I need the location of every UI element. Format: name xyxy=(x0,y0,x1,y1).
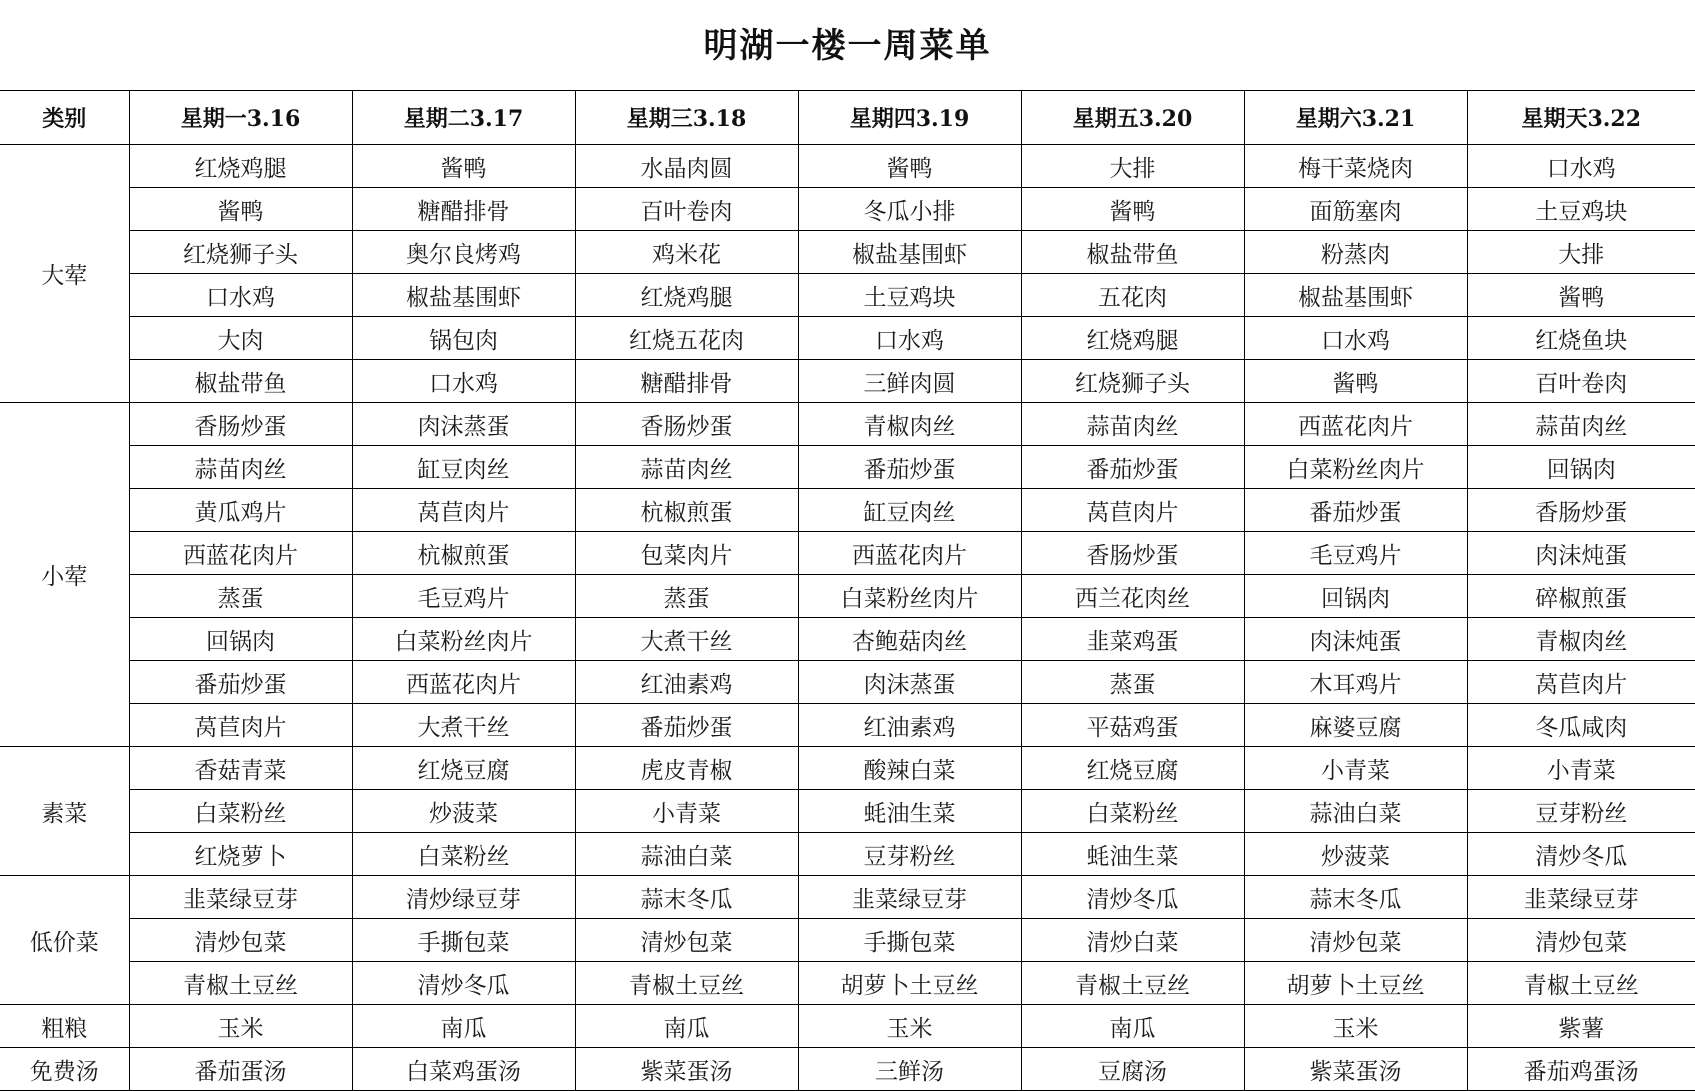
dish-cell: 紫菜蛋汤 xyxy=(575,1048,798,1091)
dish-cell: 白菜粉丝肉片 xyxy=(1244,446,1467,489)
dish-cell: 南瓜 xyxy=(575,1005,798,1048)
dish-cell: 杭椒煎蛋 xyxy=(575,489,798,532)
menu-body xyxy=(0,145,1695,1091)
dish-cell: 百叶卷肉 xyxy=(575,188,798,231)
dish-cell: 红油素鸡 xyxy=(798,704,1021,747)
dish-cell: 南瓜 xyxy=(352,1005,575,1048)
table-row xyxy=(0,188,1695,231)
dish-cell: 蒜苗肉丝 xyxy=(129,446,352,489)
dish-cell: 回锅肉 xyxy=(129,618,352,661)
dish-cell: 蒜末冬瓜 xyxy=(1244,876,1467,919)
dish-cell: 莴苣肉片 xyxy=(1021,489,1244,532)
dish-cell: 大煮干丝 xyxy=(575,618,798,661)
table-row xyxy=(0,1048,1695,1091)
dish-cell: 酱鸭 xyxy=(129,188,352,231)
dish-cell: 口水鸡 xyxy=(352,360,575,403)
dish-cell: 蚝油生菜 xyxy=(1021,833,1244,876)
dish-cell: 白菜粉丝肉片 xyxy=(352,618,575,661)
dish-cell: 清炒包菜 xyxy=(1467,919,1695,962)
dish-cell: 胡萝卜土豆丝 xyxy=(798,962,1021,1005)
table-row xyxy=(0,704,1695,747)
dish-cell: 肉沫炖蛋 xyxy=(1244,618,1467,661)
category-cell: 免费汤 xyxy=(0,1048,129,1091)
dish-cell: 清炒冬瓜 xyxy=(352,962,575,1005)
dish-cell: 椒盐带鱼 xyxy=(129,360,352,403)
dish-cell: 大煮干丝 xyxy=(352,704,575,747)
dish-cell: 冬瓜咸肉 xyxy=(1467,704,1695,747)
dish-cell: 西蓝花肉片 xyxy=(352,661,575,704)
dish-cell: 三鲜肉圆 xyxy=(798,360,1021,403)
dish-cell: 手撕包菜 xyxy=(352,919,575,962)
dish-cell: 红烧鸡腿 xyxy=(1021,317,1244,360)
dish-cell: 杏鲍菇肉丝 xyxy=(798,618,1021,661)
header-row xyxy=(0,91,1695,145)
dish-cell: 番茄炒蛋 xyxy=(1244,489,1467,532)
category-cell: 素菜 xyxy=(0,747,129,876)
dish-cell: 白菜粉丝肉片 xyxy=(798,575,1021,618)
dish-cell: 西蓝花肉片 xyxy=(129,532,352,575)
dish-cell: 清炒冬瓜 xyxy=(1467,833,1695,876)
dish-cell: 麻婆豆腐 xyxy=(1244,704,1467,747)
table-row xyxy=(0,274,1695,317)
dish-cell: 蚝油生菜 xyxy=(798,790,1021,833)
category-cell: 粗粮 xyxy=(0,1005,129,1048)
dish-cell: 百叶卷肉 xyxy=(1467,360,1695,403)
dish-cell: 紫菜蛋汤 xyxy=(1244,1048,1467,1091)
dish-cell: 冬瓜小排 xyxy=(798,188,1021,231)
dish-cell: 豆腐汤 xyxy=(1021,1048,1244,1091)
dish-cell: 肉沫蒸蛋 xyxy=(352,403,575,446)
dish-cell: 黄瓜鸡片 xyxy=(129,489,352,532)
dish-cell: 炒菠菜 xyxy=(1244,833,1467,876)
dish-cell: 玉米 xyxy=(798,1005,1021,1048)
dish-cell: 梅干菜烧肉 xyxy=(1244,145,1467,188)
table-row xyxy=(0,403,1695,446)
table-row xyxy=(0,360,1695,403)
dish-cell: 青椒肉丝 xyxy=(1467,618,1695,661)
dish-cell: 红烧狮子头 xyxy=(1021,360,1244,403)
dish-cell: 杭椒煎蛋 xyxy=(352,532,575,575)
dish-cell: 酱鸭 xyxy=(1021,188,1244,231)
dish-cell: 五花肉 xyxy=(1021,274,1244,317)
dish-cell: 回锅肉 xyxy=(1467,446,1695,489)
table-row xyxy=(0,962,1695,1005)
dish-cell: 回锅肉 xyxy=(1244,575,1467,618)
dish-cell: 面筋塞肉 xyxy=(1244,188,1467,231)
dish-cell: 清炒包菜 xyxy=(1244,919,1467,962)
dish-cell: 青椒土豆丝 xyxy=(129,962,352,1005)
dish-cell: 椒盐带鱼 xyxy=(1021,231,1244,274)
dish-cell: 莴苣肉片 xyxy=(352,489,575,532)
dish-cell: 包菜肉片 xyxy=(575,532,798,575)
table-row xyxy=(0,790,1695,833)
dish-cell: 番茄炒蛋 xyxy=(798,446,1021,489)
dish-cell: 蒜苗肉丝 xyxy=(1467,403,1695,446)
dish-cell: 红烧萝卜 xyxy=(129,833,352,876)
dish-cell: 蒜油白菜 xyxy=(575,833,798,876)
dish-cell: 红烧鸡腿 xyxy=(575,274,798,317)
dish-cell: 大肉 xyxy=(129,317,352,360)
dish-cell: 酱鸭 xyxy=(798,145,1021,188)
header-day: 星期五3.20 xyxy=(1021,91,1244,145)
dish-cell: 口水鸡 xyxy=(1244,317,1467,360)
dish-cell: 椒盐基围虾 xyxy=(798,231,1021,274)
dish-cell: 香肠炒蛋 xyxy=(129,403,352,446)
header-day: 星期四3.19 xyxy=(798,91,1021,145)
dish-cell: 清炒冬瓜 xyxy=(1021,876,1244,919)
dish-cell: 番茄鸡蛋汤 xyxy=(1467,1048,1695,1091)
dish-cell: 清炒包菜 xyxy=(575,919,798,962)
dish-cell: 平菇鸡蛋 xyxy=(1021,704,1244,747)
dish-cell: 番茄炒蛋 xyxy=(575,704,798,747)
category-cell: 低价菜 xyxy=(0,876,129,1005)
table-row xyxy=(0,1005,1695,1048)
category-cell: 大荤 xyxy=(0,145,129,403)
header-day: 星期一3.16 xyxy=(129,91,352,145)
dish-cell: 小青菜 xyxy=(1467,747,1695,790)
dish-cell: 韭菜绿豆芽 xyxy=(129,876,352,919)
dish-cell: 红烧豆腐 xyxy=(352,747,575,790)
dish-cell: 锅包肉 xyxy=(352,317,575,360)
dish-cell: 南瓜 xyxy=(1021,1005,1244,1048)
table-row xyxy=(0,317,1695,360)
dish-cell: 毛豆鸡片 xyxy=(352,575,575,618)
dish-cell: 肉沫蒸蛋 xyxy=(798,661,1021,704)
dish-cell: 香肠炒蛋 xyxy=(1021,532,1244,575)
category-cell: 小荤 xyxy=(0,403,129,747)
page-title: 明湖一楼一周菜单 xyxy=(703,26,992,66)
dish-cell: 西兰花肉丝 xyxy=(1021,575,1244,618)
header-day: 星期天3.22 xyxy=(1467,91,1695,145)
dish-cell: 韭菜鸡蛋 xyxy=(1021,618,1244,661)
dish-cell: 红油素鸡 xyxy=(575,661,798,704)
dish-cell: 香肠炒蛋 xyxy=(1467,489,1695,532)
table-row xyxy=(0,919,1695,962)
dish-cell: 粉蒸肉 xyxy=(1244,231,1467,274)
dish-cell: 鸡米花 xyxy=(575,231,798,274)
dish-cell: 蒸蛋 xyxy=(1021,661,1244,704)
table-row xyxy=(0,876,1695,919)
dish-cell: 酱鸭 xyxy=(352,145,575,188)
dish-cell: 小青菜 xyxy=(575,790,798,833)
dish-cell: 玉米 xyxy=(1244,1005,1467,1048)
dish-cell: 豆芽粉丝 xyxy=(1467,790,1695,833)
dish-cell: 蒜苗肉丝 xyxy=(575,446,798,489)
dish-cell: 土豆鸡块 xyxy=(1467,188,1695,231)
dish-cell: 酱鸭 xyxy=(1467,274,1695,317)
dish-cell: 番茄炒蛋 xyxy=(129,661,352,704)
table-row xyxy=(0,833,1695,876)
dish-cell: 蒜末冬瓜 xyxy=(575,876,798,919)
dish-cell: 香菇青菜 xyxy=(129,747,352,790)
dish-cell: 清炒白菜 xyxy=(1021,919,1244,962)
dish-cell: 莴苣肉片 xyxy=(129,704,352,747)
dish-cell: 蒸蛋 xyxy=(129,575,352,618)
dish-cell: 紫薯 xyxy=(1467,1005,1695,1048)
dish-cell: 木耳鸡片 xyxy=(1244,661,1467,704)
weekly-menu-table xyxy=(0,90,1695,1091)
dish-cell: 缸豆肉丝 xyxy=(352,446,575,489)
dish-cell: 小青菜 xyxy=(1244,747,1467,790)
dish-cell: 红烧豆腐 xyxy=(1021,747,1244,790)
dish-cell: 糖醋排骨 xyxy=(575,360,798,403)
table-row xyxy=(0,489,1695,532)
dish-cell: 大排 xyxy=(1467,231,1695,274)
table-row xyxy=(0,575,1695,618)
dish-cell: 红烧鸡腿 xyxy=(129,145,352,188)
dish-cell: 口水鸡 xyxy=(798,317,1021,360)
dish-cell: 三鲜汤 xyxy=(798,1048,1021,1091)
dish-cell: 清炒绿豆芽 xyxy=(352,876,575,919)
dish-cell: 西蓝花肉片 xyxy=(798,532,1021,575)
dish-cell: 韭菜绿豆芽 xyxy=(798,876,1021,919)
dish-cell: 蒸蛋 xyxy=(575,575,798,618)
dish-cell: 土豆鸡块 xyxy=(798,274,1021,317)
dish-cell: 水晶肉圆 xyxy=(575,145,798,188)
dish-cell: 缸豆肉丝 xyxy=(798,489,1021,532)
dish-cell: 口水鸡 xyxy=(129,274,352,317)
table-row xyxy=(0,446,1695,489)
dish-cell: 红烧鱼块 xyxy=(1467,317,1695,360)
dish-cell: 青椒土豆丝 xyxy=(575,962,798,1005)
table-row xyxy=(0,145,1695,188)
dish-cell: 番茄蛋汤 xyxy=(129,1048,352,1091)
dish-cell: 红烧五花肉 xyxy=(575,317,798,360)
dish-cell: 酱鸭 xyxy=(1244,360,1467,403)
dish-cell: 西蓝花肉片 xyxy=(1244,403,1467,446)
dish-cell: 大排 xyxy=(1021,145,1244,188)
table-row xyxy=(0,231,1695,274)
dish-cell: 肉沫炖蛋 xyxy=(1467,532,1695,575)
dish-cell: 酸辣白菜 xyxy=(798,747,1021,790)
table-row xyxy=(0,532,1695,575)
header-day: 星期三3.18 xyxy=(575,91,798,145)
dish-cell: 手撕包菜 xyxy=(798,919,1021,962)
dish-cell: 韭菜绿豆芽 xyxy=(1467,876,1695,919)
dish-cell: 碎椒煎蛋 xyxy=(1467,575,1695,618)
table-row xyxy=(0,747,1695,790)
dish-cell: 糖醋排骨 xyxy=(352,188,575,231)
dish-cell: 胡萝卜土豆丝 xyxy=(1244,962,1467,1005)
dish-cell: 口水鸡 xyxy=(1467,145,1695,188)
header-category: 类别 xyxy=(0,91,129,145)
dish-cell: 香肠炒蛋 xyxy=(575,403,798,446)
dish-cell: 玉米 xyxy=(129,1005,352,1048)
dish-cell: 蒜苗肉丝 xyxy=(1021,403,1244,446)
dish-cell: 白菜鸡蛋汤 xyxy=(352,1048,575,1091)
header-day: 星期二3.17 xyxy=(352,91,575,145)
dish-cell: 青椒土豆丝 xyxy=(1467,962,1695,1005)
dish-cell: 白菜粉丝 xyxy=(352,833,575,876)
table-row xyxy=(0,661,1695,704)
dish-cell: 豆芽粉丝 xyxy=(798,833,1021,876)
dish-cell: 清炒包菜 xyxy=(129,919,352,962)
dish-cell: 番茄炒蛋 xyxy=(1021,446,1244,489)
dish-cell: 炒菠菜 xyxy=(352,790,575,833)
dish-cell: 青椒土豆丝 xyxy=(1021,962,1244,1005)
dish-cell: 毛豆鸡片 xyxy=(1244,532,1467,575)
dish-cell: 虎皮青椒 xyxy=(575,747,798,790)
dish-cell: 莴苣肉片 xyxy=(1467,661,1695,704)
table-row xyxy=(0,618,1695,661)
dish-cell: 椒盐基围虾 xyxy=(1244,274,1467,317)
header-day: 星期六3.21 xyxy=(1244,91,1467,145)
dish-cell: 蒜油白菜 xyxy=(1244,790,1467,833)
dish-cell: 白菜粉丝 xyxy=(129,790,352,833)
dish-cell: 椒盐基围虾 xyxy=(352,274,575,317)
dish-cell: 青椒肉丝 xyxy=(798,403,1021,446)
dish-cell: 奥尔良烤鸡 xyxy=(352,231,575,274)
dish-cell: 红烧狮子头 xyxy=(129,231,352,274)
dish-cell: 白菜粉丝 xyxy=(1021,790,1244,833)
